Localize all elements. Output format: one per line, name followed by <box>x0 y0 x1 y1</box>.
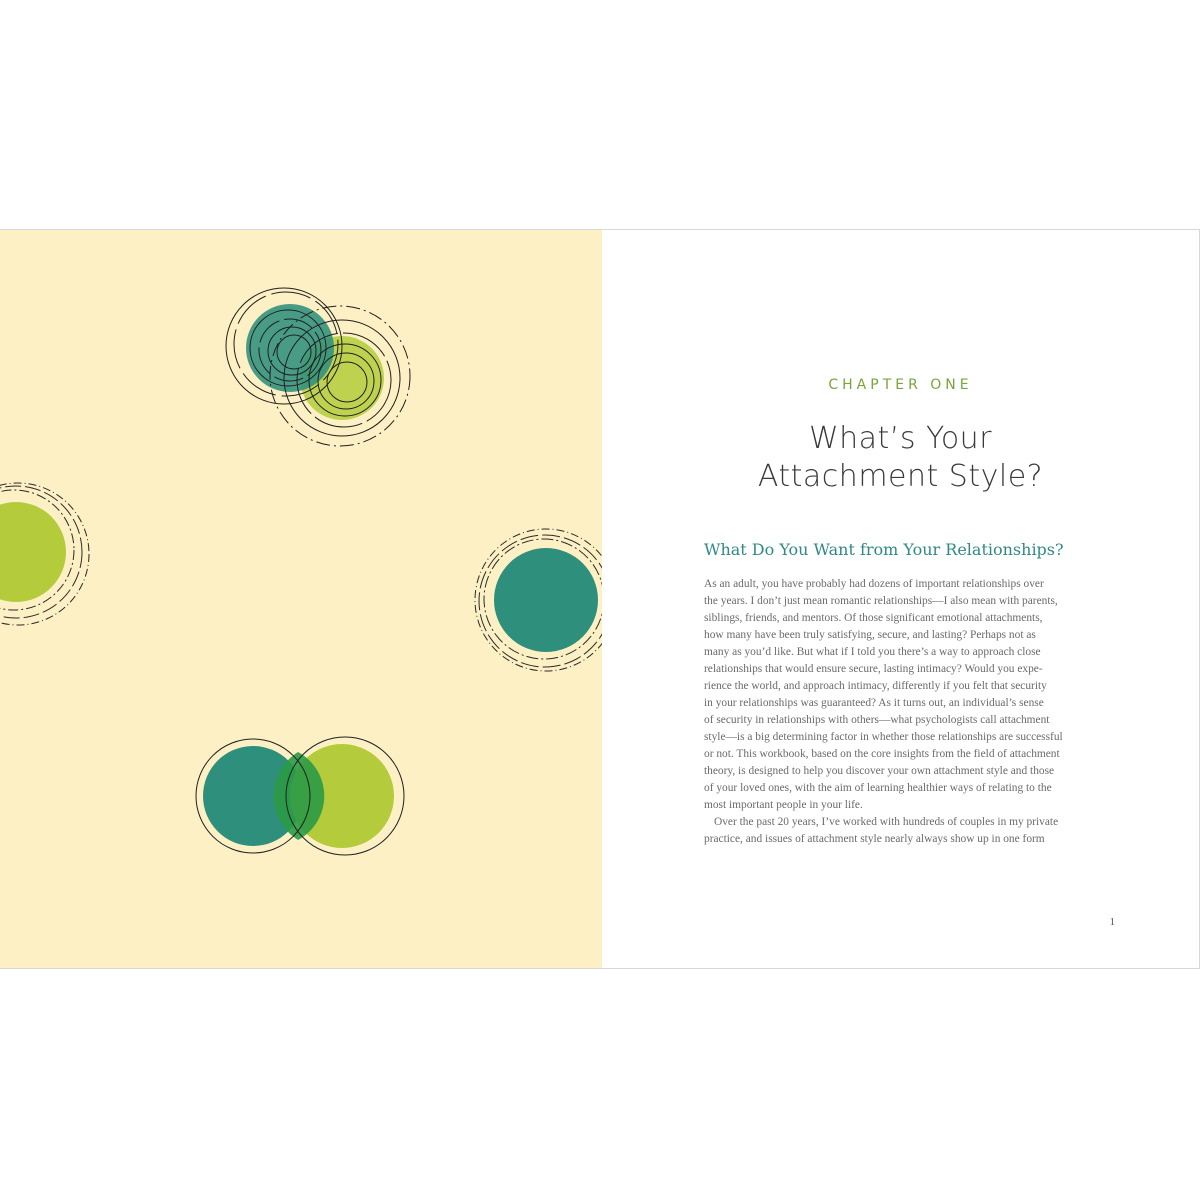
body-line: practice, and issues of attachment style nearly always show up in one form <box>704 833 1045 845</box>
top-circle-cluster <box>226 288 410 446</box>
body-paragraphs <box>704 576 1124 848</box>
chapter-label: CHAPTER ONE <box>828 377 973 393</box>
page-number: 1 <box>1109 916 1115 928</box>
body-line: most important people in your life. <box>704 799 863 811</box>
body-line: Over the past 20 years, I’ve worked with hundreds of couples in my private <box>714 816 1059 828</box>
teal-circle-right <box>494 548 598 652</box>
bottom-circle-pair <box>196 737 404 855</box>
body-line: of your loved ones, with the aim of learning healthier ways of relating to the <box>704 782 1052 794</box>
lime-circle-left <box>0 502 66 602</box>
body-line: many as you’d like. But what if I told you there’s a way to approach close <box>704 646 1041 658</box>
left-edge-circle <box>0 483 89 625</box>
body-line: relationships that would ensure secure, lasting intimacy? Would you expe- <box>704 663 1043 675</box>
body-line: in your relationships was guaranteed? As it turns out, an individual’s sense <box>704 697 1044 709</box>
chapter-title-line-2: Attachment Style? <box>757 459 1044 494</box>
book-spread <box>0 229 1200 969</box>
body-line: or not. This workbook, based on the core insights from the field of attachment <box>704 748 1060 760</box>
chapter-title <box>602 420 1199 496</box>
body-line: how many have been truly satisfying, secure, and lasting? Perhaps not as <box>704 629 1036 641</box>
right-edge-circle <box>475 529 602 671</box>
body-line: siblings, friends, and mentors. Of those significant emotional attachments, <box>704 612 1043 624</box>
left-page-illustration <box>0 230 602 968</box>
body-line: the years. I don’t just mean romantic relationships—I also mean with parents, <box>704 595 1058 607</box>
body-line: style—is a big determining factor in whether those relationships are successful <box>704 731 1063 743</box>
body-line: theory, is designed to help you discover your own attachment style and those <box>704 765 1055 777</box>
section-heading: What Do You Want from Your Relationships? <box>704 540 1064 559</box>
circles-illustration <box>0 230 602 968</box>
right-page-text <box>602 230 1200 968</box>
chapter-title-line-1: What’s Your <box>808 421 993 456</box>
body-line: As an adult, you have probably had dozens of important relationships over <box>704 578 1044 590</box>
body-line: rience the world, and approach intimacy, differently if you felt that security <box>704 680 1047 692</box>
body-line: of security in relationships with others—what psychologists call attachment <box>704 714 1050 726</box>
